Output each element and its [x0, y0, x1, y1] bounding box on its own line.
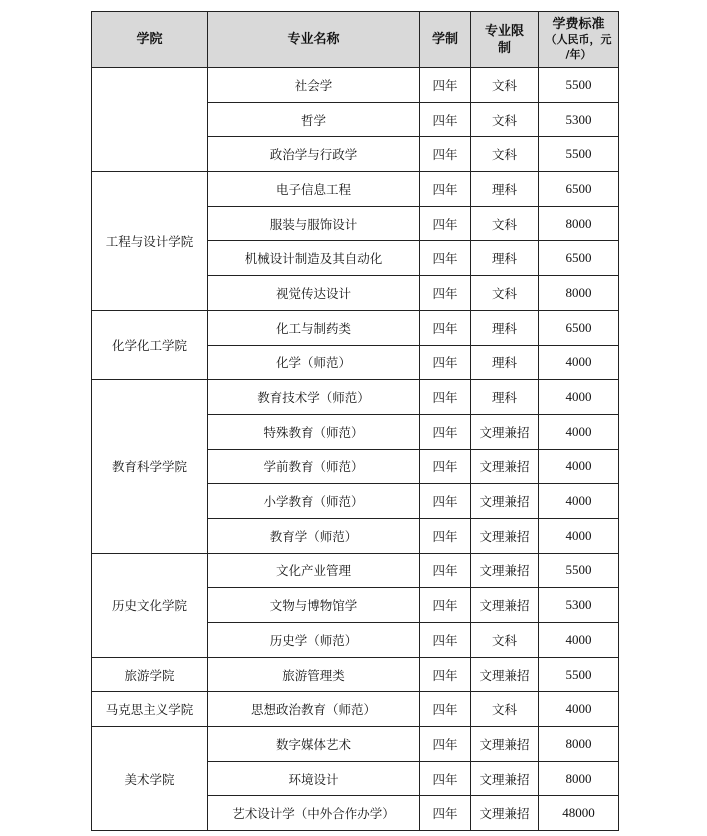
header-fee-line1: 学费标准	[552, 17, 605, 32]
major-cell: 文化产业管理	[208, 553, 420, 588]
restriction-cell: 文理兼招	[471, 657, 539, 692]
fee-cell: 48000	[539, 796, 619, 831]
college-cell: 化学化工学院	[92, 310, 208, 379]
major-cell: 电子信息工程	[208, 172, 420, 207]
restriction-cell: 文理兼招	[471, 518, 539, 553]
fee-cell: 5500	[539, 553, 619, 588]
restriction-cell: 文理兼招	[471, 484, 539, 519]
college-cell: 教育科学学院	[92, 380, 208, 553]
major-cell: 历史学（师范）	[208, 623, 420, 658]
duration-cell: 四年	[420, 692, 471, 727]
fee-cell: 5500	[539, 657, 619, 692]
table-row	[92, 727, 619, 762]
table-row	[92, 380, 619, 415]
table-row	[92, 310, 619, 345]
college-cell	[92, 68, 208, 172]
restriction-cell: 理科	[471, 310, 539, 345]
fee-cell: 4000	[539, 623, 619, 658]
fee-cell: 6500	[539, 172, 619, 207]
duration-cell: 四年	[420, 449, 471, 484]
header-major: 专业名称	[208, 12, 420, 68]
duration-cell: 四年	[420, 484, 471, 519]
fee-cell: 4000	[539, 414, 619, 449]
table-row	[92, 68, 619, 103]
header-restriction-line2: 制	[497, 40, 511, 56]
duration-cell: 四年	[420, 796, 471, 831]
fee-cell: 6500	[539, 310, 619, 345]
duration-cell: 四年	[420, 657, 471, 692]
duration-cell: 四年	[420, 380, 471, 415]
major-cell: 学前教育（师范）	[208, 449, 420, 484]
duration-cell: 四年	[420, 276, 471, 311]
header-fee	[539, 12, 619, 68]
fee-cell: 4000	[539, 345, 619, 380]
restriction-cell: 文理兼招	[471, 553, 539, 588]
table-row	[92, 172, 619, 207]
restriction-cell: 文理兼招	[471, 761, 539, 796]
header-duration: 学制	[420, 12, 471, 68]
college-cell: 马克思主义学院	[92, 692, 208, 727]
duration-cell: 四年	[420, 310, 471, 345]
major-cell: 化工与制药类	[208, 310, 420, 345]
restriction-cell: 文科	[471, 137, 539, 172]
duration-cell: 四年	[420, 241, 471, 276]
restriction-cell: 理科	[471, 241, 539, 276]
restriction-cell: 文理兼招	[471, 727, 539, 762]
table-row	[92, 657, 619, 692]
restriction-cell: 文科	[471, 68, 539, 103]
restriction-cell: 文理兼招	[471, 796, 539, 831]
fee-cell: 5500	[539, 68, 619, 103]
header-fee-line3: /年）	[565, 48, 592, 61]
restriction-cell: 文理兼招	[471, 414, 539, 449]
fee-cell: 8000	[539, 206, 619, 241]
restriction-cell: 文理兼招	[471, 449, 539, 484]
header-restriction	[471, 12, 539, 68]
major-cell: 机械设计制造及其自动化	[208, 241, 420, 276]
table-row	[92, 553, 619, 588]
duration-cell: 四年	[420, 553, 471, 588]
restriction-cell: 理科	[471, 345, 539, 380]
restriction-cell: 文科	[471, 206, 539, 241]
fee-cell: 5300	[539, 588, 619, 623]
duration-cell: 四年	[420, 172, 471, 207]
restriction-cell: 文理兼招	[471, 588, 539, 623]
college-cell: 工程与设计学院	[92, 172, 208, 311]
fee-cell: 4000	[539, 692, 619, 727]
major-cell: 政治学与行政学	[208, 137, 420, 172]
table-row	[92, 692, 619, 727]
major-cell: 数字媒体艺术	[208, 727, 420, 762]
major-cell: 环境设计	[208, 761, 420, 796]
duration-cell: 四年	[420, 345, 471, 380]
major-cell: 教育技术学（师范）	[208, 380, 420, 415]
duration-cell: 四年	[420, 137, 471, 172]
duration-cell: 四年	[420, 102, 471, 137]
college-cell: 旅游学院	[92, 657, 208, 692]
fee-cell: 5500	[539, 137, 619, 172]
restriction-cell: 文科	[471, 623, 539, 658]
duration-cell: 四年	[420, 761, 471, 796]
duration-cell: 四年	[420, 518, 471, 553]
major-cell: 服装与服饰设计	[208, 206, 420, 241]
duration-cell: 四年	[420, 206, 471, 241]
major-cell: 思想政治教育（师范）	[208, 692, 420, 727]
table-header	[92, 12, 619, 68]
major-cell: 视觉传达设计	[208, 276, 420, 311]
fee-cell: 8000	[539, 761, 619, 796]
table-body	[92, 68, 619, 831]
restriction-cell: 文科	[471, 102, 539, 137]
duration-cell: 四年	[420, 68, 471, 103]
fee-cell: 4000	[539, 484, 619, 519]
header-fee-line2: （人民币，元	[545, 33, 612, 46]
tuition-table	[91, 11, 619, 831]
fee-cell: 8000	[539, 727, 619, 762]
restriction-cell: 文科	[471, 276, 539, 311]
fee-cell: 4000	[539, 449, 619, 484]
duration-cell: 四年	[420, 588, 471, 623]
fee-cell: 6500	[539, 241, 619, 276]
major-cell: 旅游管理类	[208, 657, 420, 692]
major-cell: 小学教育（师范）	[208, 484, 420, 519]
restriction-cell: 理科	[471, 380, 539, 415]
header-row	[92, 12, 619, 68]
restriction-cell: 文科	[471, 692, 539, 727]
major-cell: 化学（师范）	[208, 345, 420, 380]
major-cell: 文物与博物馆学	[208, 588, 420, 623]
duration-cell: 四年	[420, 623, 471, 658]
major-cell: 教育学（师范）	[208, 518, 420, 553]
header-college: 学院	[92, 12, 208, 68]
major-cell: 艺术设计学（中外合作办学）	[208, 796, 420, 831]
fee-cell: 5300	[539, 102, 619, 137]
fee-cell: 4000	[539, 380, 619, 415]
header-restriction-line1: 专业限	[484, 23, 524, 39]
restriction-cell: 理科	[471, 172, 539, 207]
duration-cell: 四年	[420, 727, 471, 762]
major-cell: 哲学	[208, 102, 420, 137]
fee-cell: 4000	[539, 518, 619, 553]
fee-cell: 8000	[539, 276, 619, 311]
college-cell: 历史文化学院	[92, 553, 208, 657]
major-cell: 特殊教育（师范）	[208, 414, 420, 449]
major-cell: 社会学	[208, 68, 420, 103]
duration-cell: 四年	[420, 414, 471, 449]
college-cell: 美术学院	[92, 727, 208, 831]
